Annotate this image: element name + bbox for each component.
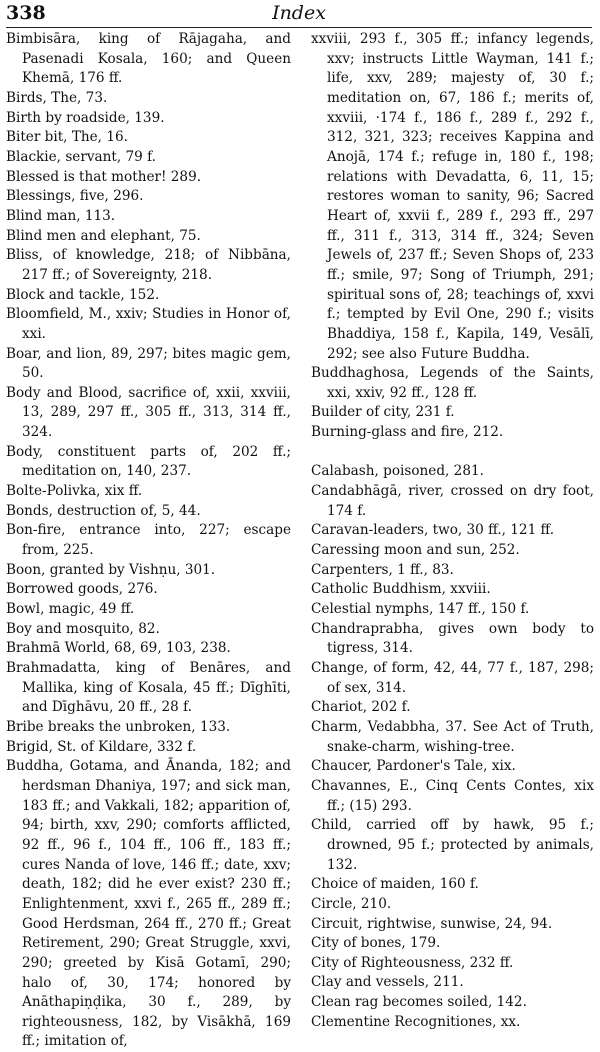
- index-entry: Burning-glass and fire, 212.: [311, 424, 504, 441]
- index-entry: xxviii, 293 f., 305 ff.; infancy legends, xxv; instructs Little Wayman, 141 f.; life, xxv, 289; majesty of, 30 f.; meditation on, 67, 186 f.; merits of, xxviii, ·174 f., 186 f., 289 f., 292 f., 312, 321, 323; receives Kappina and Anojā, 174 f.; refuge in, 180 f., 198; relations with Devadatta, 6, 11, 15; restores woman to sanity, 96; Sacred Heart of, xxvii f., 289 f., 293 ff., 297 ff., 311 f., 313, 314 ff., 324; Seven Jewels of, 237 ff.; Seven Shops of, 233 ff.; smile, 97; Song of Triumph, 291; spiritual sons of, 28; teachings of, xxvi f.; tempted by Evil One, 290 f.; visits Bhaddiya, 158 f., Kapila, 149, Vesālī, 292; see also Future Buddha.: [311, 31, 594, 362]
- index-entry: Buddha, Gotama, and Ānanda, 182; and herdsman Dhaniya, 197; and sick man, 183 ff.; and Vakkali, 182; apparition of, 94; birth, xxv, 290; comforts afflicted, 92 ff., 96 f., 104 ff., 106 ff., 183 ff.; cures Nanda of love, 146 ff.; date, xxv; death, 182; did he ever exist? 230 ff.; Enlightenment, xxvi f., 265 ff., 289 ff.; Good Herdsman, 264 ff., 270 ff.; Great Retirement, 290; Great Struggle, xxvi, 290; greeted by Kisā Gotamī, 290; halo of, 30, 174; honored by Anāthapiṇḍika, 30 f., 289, by righteousness, 182, by Visākhā, 169 ff.; imitation of,: [6, 758, 291, 1050]
- index-column-left: [6, 30, 291, 1052]
- section-gap: [311, 443, 594, 463]
- page-header: [6, 0, 592, 30]
- index-entry: Chavannes, E., Cinq Cents Contes, xix ff.; (15) 293.: [311, 777, 594, 814]
- index-entry: Circuit, rightwise, sunwise, 24, 94.: [311, 915, 553, 932]
- index-entry: Blind men and elephant, 75.: [6, 227, 201, 244]
- index-entry: Caravan-leaders, two, 30 ff., 121 ff.: [311, 522, 555, 539]
- index-entry: Brahmadatta, king of Benāres, and Mallika, king of Kosala, 45 ff.; Dīghīti, and Dīghāvu, 20 ff., 28 f.: [6, 660, 291, 716]
- index-entry: Caressing moon and sun, 252.: [311, 542, 520, 559]
- index-entry: Celestial nymphs, 147 ff., 150 f.: [311, 601, 530, 618]
- index-entry: Blessed is that mother! 289.: [6, 168, 202, 185]
- index-entry: Clean rag becomes soiled, 142.: [311, 994, 527, 1011]
- index-entry: Block and tackle, 152.: [6, 286, 160, 303]
- index-entry: Body, constituent parts of, 202 ff.; meditation on, 140, 237.: [6, 443, 291, 480]
- index-entry: Bon-fire, entrance into, 227; escape from, 225.: [6, 522, 291, 559]
- index-entry: Candabhāgā, river, crossed on dry foot, 174 f.: [311, 483, 594, 519]
- index-entry: Chaucer, Pardoner's Tale, xix.: [311, 758, 516, 775]
- index-entry: Carpenters, 1 ff., 83.: [311, 561, 454, 578]
- index-entry: Bolte-Polivka, xix ff.: [6, 483, 143, 500]
- index-entry: Bowl, magic, 49 ff.: [6, 601, 135, 618]
- index-entry: Birds, The, 73.: [6, 89, 108, 106]
- index-entry: Bimbisāra, king of Rājagaha, and Pasenadi Kosala, 160; and Queen Khemā, 176 ff.: [6, 31, 291, 87]
- index-entry: Boon, granted by Vishṇu, 301.: [6, 561, 216, 578]
- index-entry: Biter bit, The, 16.: [6, 129, 128, 146]
- index-entry: Charm, Vedabbha, 37. See Act of Truth, snake-charm, wishing-tree.: [311, 718, 594, 755]
- index-entry: Boar, and lion, 89, 297; bites magic gem, 50.: [6, 345, 291, 382]
- index-entry: Bribe breaks the unbroken, 133.: [6, 718, 231, 735]
- index-entry: Brahmā World, 68, 69, 103, 238.: [6, 640, 231, 657]
- index-entry: Bloomfield, M., xxiv; Studies in Honor of, xxi.: [6, 306, 291, 342]
- running-title: Index: [272, 2, 326, 24]
- index-entry: City of Righteousness, 232 ff.: [311, 954, 514, 971]
- index-entry: Body and Blood, sacrifice of, xxii, xxviii, 13, 289, 297 ff., 305 ff., 313, 314 ff., 324.: [6, 384, 291, 441]
- index-entry: Birth by roadside, 139.: [6, 109, 165, 126]
- index-entry: Calabash, poisoned, 281.: [311, 463, 484, 480]
- index-entry: Clementine Recognitiones, xx.: [311, 1013, 521, 1030]
- index-entry: Clay and vessels, 211.: [311, 974, 464, 991]
- index-entry: Circle, 210.: [311, 895, 392, 912]
- index-entry: Choice of maiden, 160 f.: [311, 876, 479, 893]
- index-entry: City of bones, 179.: [311, 935, 441, 952]
- index-entry: Change, of form, 42, 44, 77 f., 187, 298; of sex, 314.: [311, 659, 594, 696]
- index-entry: Builder of city, 231 f.: [311, 404, 455, 421]
- index-entry: Blessings, five, 296.: [6, 188, 144, 205]
- index-entry: Chariot, 202 f.: [311, 699, 411, 716]
- index-column-right: [311, 30, 594, 1032]
- index-entry: Catholic Buddhism, xxviii.: [311, 581, 491, 598]
- header-rule: [6, 27, 592, 28]
- index-entry: Bliss, of knowledge, 218; of Nibbāna, 217 ff.; of Sovereignty, 218.: [6, 247, 291, 283]
- index-entry: Chandraprabha, gives own body to tigress, 314.: [311, 620, 594, 657]
- index-entry: Brigid, St. of Kildare, 332 f.: [6, 738, 197, 755]
- page-number: 338: [6, 2, 46, 24]
- index-entry: Blackie, servant, 79 f.: [6, 148, 156, 165]
- index-entry: Boy and mosquito, 82.: [6, 620, 160, 637]
- index-entry: Borrowed goods, 276.: [6, 581, 158, 598]
- index-entry: Child, carried off by hawk, 95 f.; drowned, 95 f.; protected by animals, 132.: [311, 817, 594, 873]
- index-entry: Bonds, destruction of, 5, 44.: [6, 502, 201, 519]
- index-entry: Buddhaghosa, Legends of the Saints, xxi, xxiv, 92 ff., 128 ff.: [311, 365, 594, 401]
- index-entry: Blind man, 113.: [6, 207, 116, 224]
